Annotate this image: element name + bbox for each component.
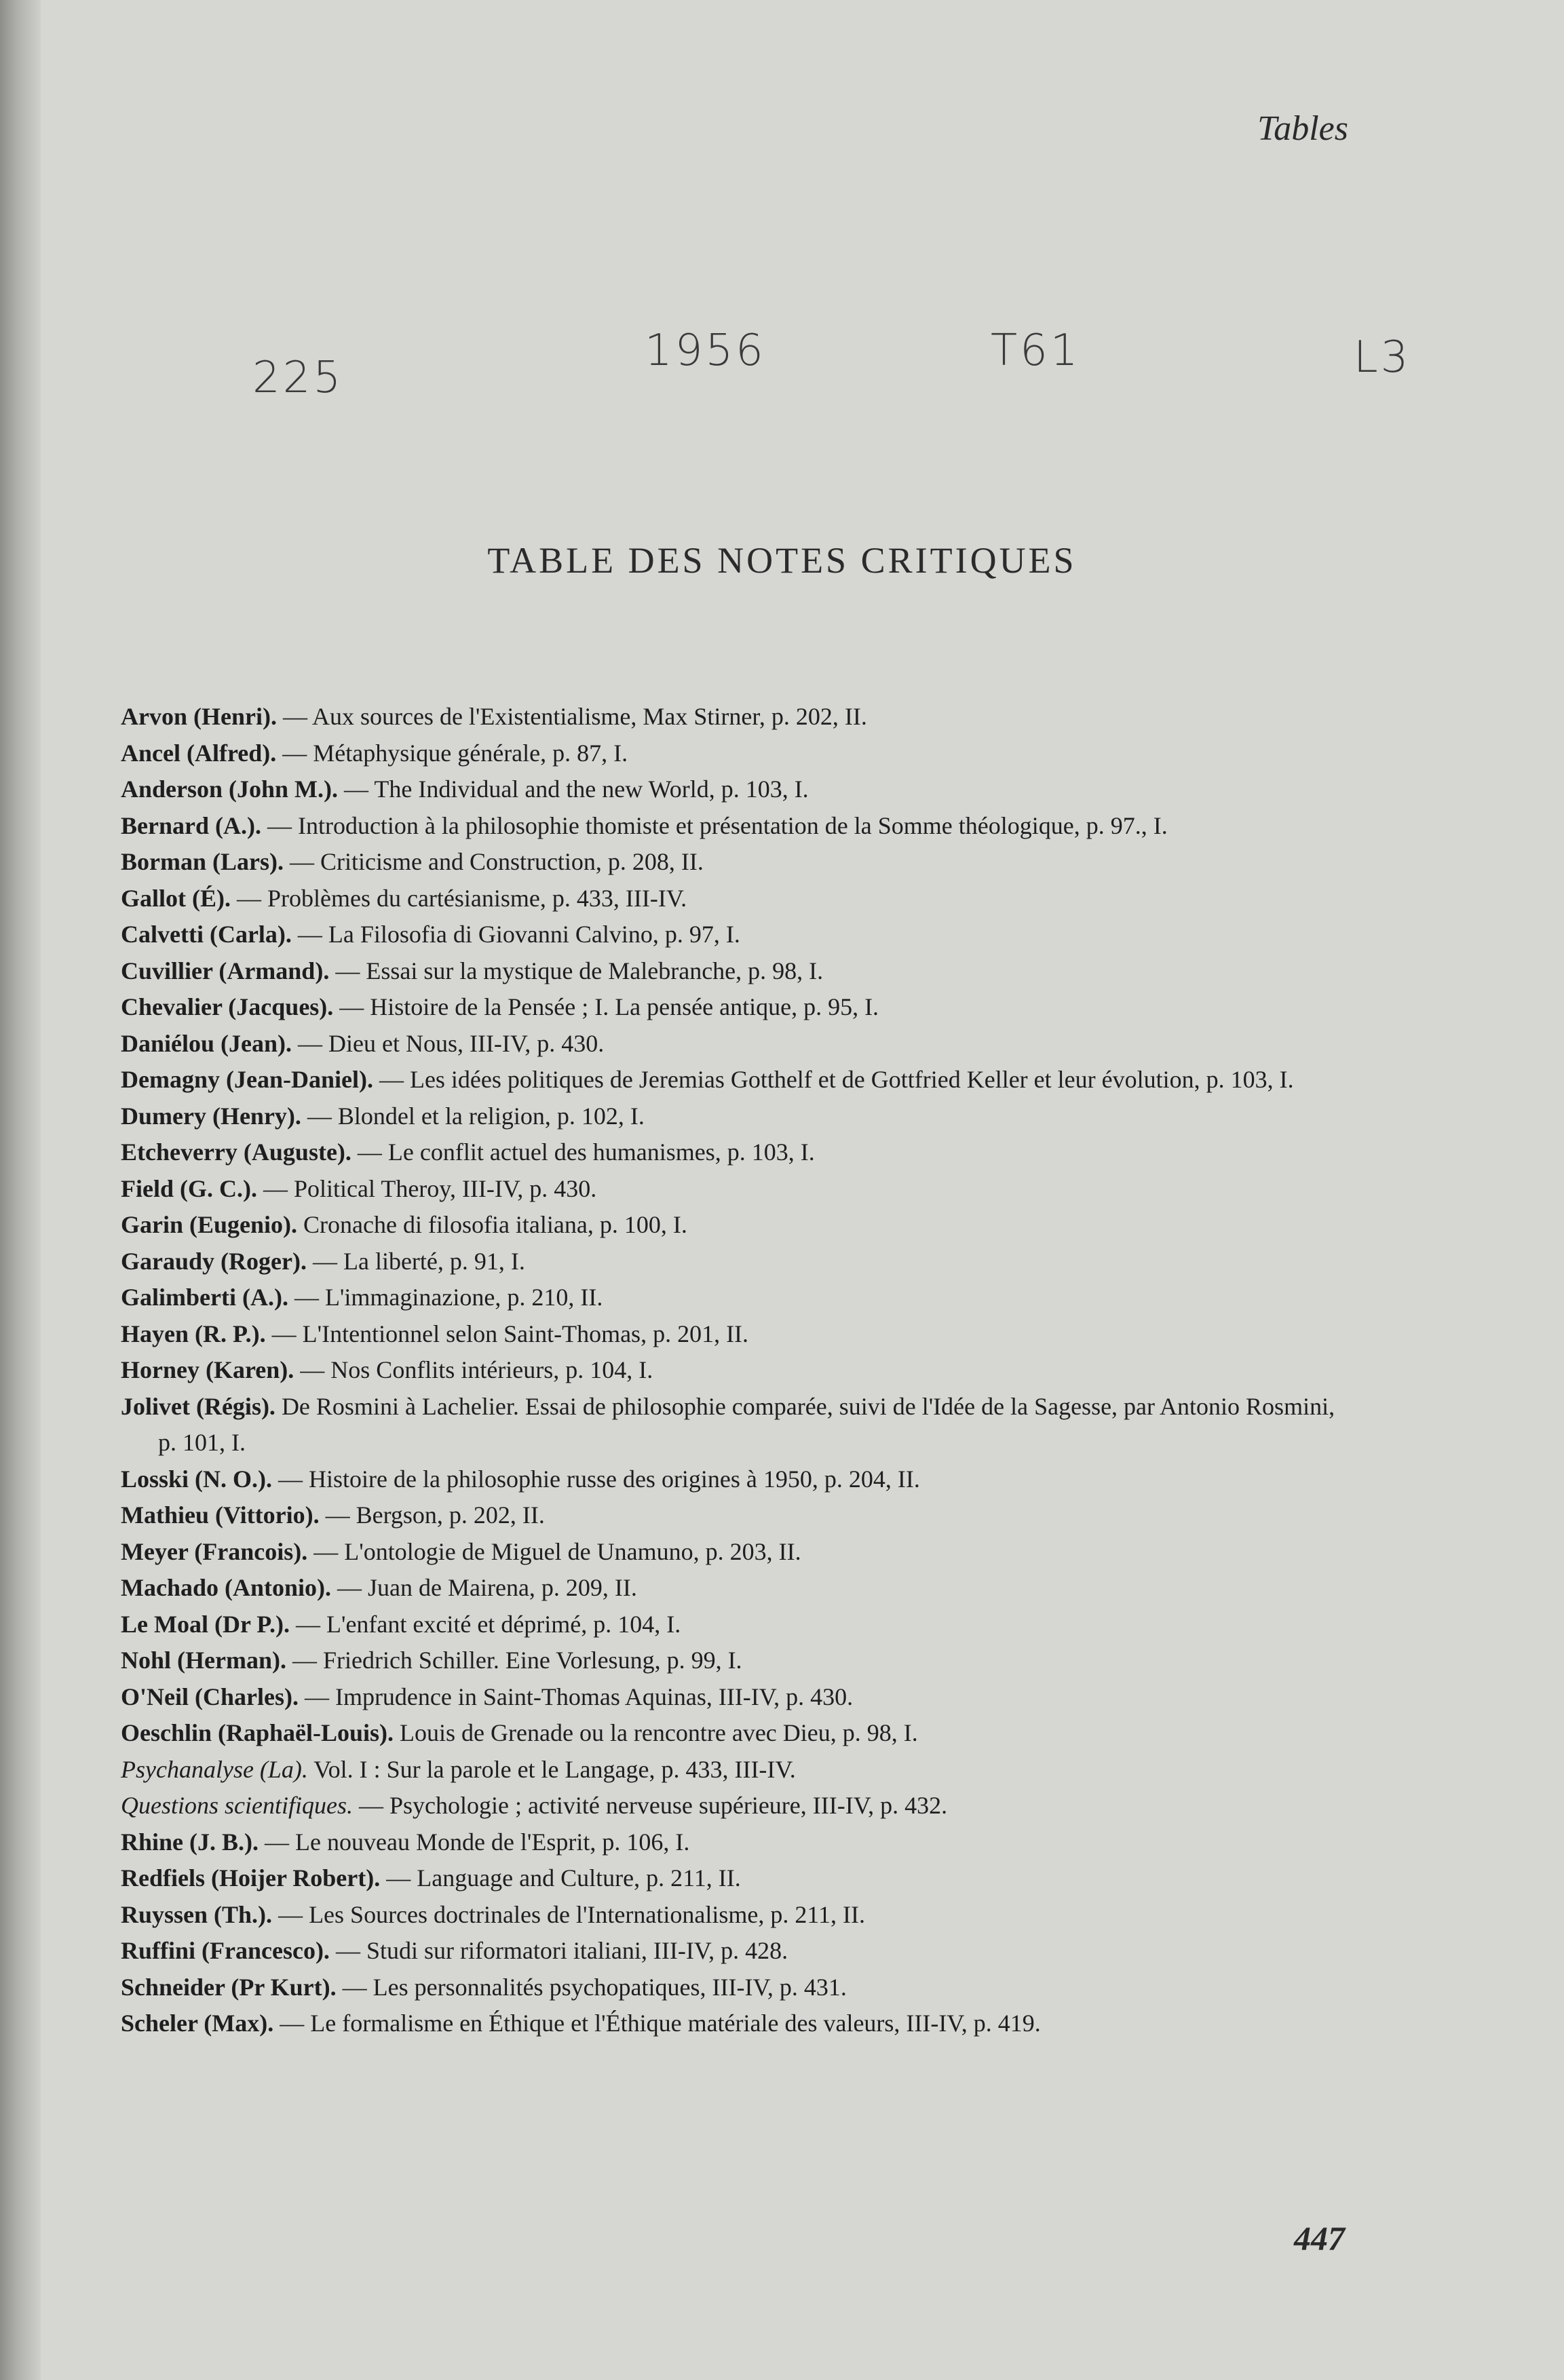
entry-author: Ruyssen (Th.). [121,1900,273,1928]
entry [121,808,1356,845]
entry-author: Horney (Karen). [121,1356,294,1383]
entry-text: — Problèmes du cartésianisme, p. 433, III-IV. [230,884,687,912]
entry [121,1788,1356,1824]
entry-author: Field (G. C.). [121,1174,257,1202]
entry-text: — Métaphysique générale, p. 87, I. [276,739,628,767]
entry-text: — La liberté, p. 91, I. [306,1247,525,1275]
entry-author: Le Moal (Dr P.). [121,1610,290,1638]
entry [121,771,1356,808]
entry [121,1534,1356,1571]
entry-text: — Friedrich Schiller. Eine Vorlesung, p. 99, I. [286,1647,742,1674]
entry-author: Bernard (A.). [121,811,261,839]
entry-author: Dumery (Henry). [121,1102,301,1130]
entry-text: — L'immaginazione, p. 210, II. [288,1284,603,1311]
entry-text: — L'Intentionnel selon Saint-Thomas, p. 201, II. [265,1320,749,1347]
entry [121,1352,1356,1389]
entry-author: Rhine (J. B.). [121,1828,259,1856]
entry-author: Nohl (Herman). [121,1647,286,1674]
entry-author: Anderson (John M.). [121,775,339,803]
entry-author: Losski (N. O.). [121,1465,273,1493]
entry-text: — L'ontologie de Miguel de Unamuno, p. 203, II. [307,1537,801,1565]
entry-author: Arvon (Henri). [121,703,277,730]
entry-author: Mathieu (Vittorio). [121,1501,320,1529]
page-title: TABLE DES NOTES CRITIQUES [487,540,1077,581]
entry-author: Etcheverry (Auguste). [121,1138,351,1166]
entry-author: Hayen (R. P.). [121,1320,266,1347]
entry-text: Vol. I : Sur la parole et le Langage, p. 433, III-IV. [307,1755,796,1783]
entry [121,2005,1356,2042]
entry [121,1026,1356,1062]
entry-text: — Essai sur la mystique de Malebranche, p. 98, I. [329,957,824,984]
entry-text: — Studi sur riformatori italiani, III-IV, p. 428. [329,1937,788,1964]
running-header: Tables [1257,109,1348,148]
entry-text: — Les idées politiques de Jeremias Gotthelf et de Gottfried Keller et leur évolution, p. 103, I. [373,1066,1294,1093]
entry [121,1134,1356,1171]
book-spine-shadow [0,0,41,2380]
entry [121,917,1356,953]
entry-author: O'Neil (Charles). [121,1683,299,1710]
entry-author: Jolivet (Régis). [121,1392,275,1420]
entry-text: — The Individual and the new World, p. 103, I. [338,775,809,803]
entry-author: Psychanalyse (La). [121,1755,308,1783]
entry-text: — Les personnalités psychopatiques, III-IV, p. 431. [336,1973,847,2001]
entry-text: De Rosmini à Lachelier. Essai de philosophie comparée, suivi de l'Idée de la Sagesse, par Antonio Rosmini, p. 101, I. [158,1392,1335,1456]
entry-author: Machado (Antonio). [121,1574,332,1601]
entry [121,735,1356,772]
entry-author: Redfiels (Hoijer Robert). [121,1864,381,1892]
entry-author: Ruffini (Francesco). [121,1937,330,1964]
entry [121,1062,1356,1098]
entry-author: Daniélou (Jean). [121,1029,292,1057]
entry [121,1570,1356,1607]
entry-text: — Language and Culture, p. 211, II. [380,1864,741,1892]
entry [121,1715,1356,1752]
entry-text: — Introduction à la philosophie thomiste et présentation de la Somme théologique, p. 97., I. [261,811,1168,839]
entry-author: Borman (Lars). [121,848,284,875]
entry [121,699,1356,735]
entry [121,1244,1356,1280]
entry-text: Cronache di filosofia italiana, p. 100, I. [297,1211,687,1238]
handwritten-note-4: L3 [1354,332,1411,383]
entry-text: — L'enfant excité et déprimé, p. 104, I. [289,1610,681,1638]
entry [121,1280,1356,1316]
entry-author: Scheler (Max). [121,2010,274,2037]
entry-author: Schneider (Pr Kurt). [121,1973,337,2001]
entry-text: — Le conflit actuel des humanismes, p. 103, I. [351,1138,815,1166]
entry-text: Louis de Grenade ou la rencontre avec Dieu, p. 98, I. [394,1719,918,1746]
entry-text: — Imprudence in Saint-Thomas Aquinas, III-IV, p. 430. [298,1683,854,1710]
entry [121,1897,1356,1934]
entry-author: Oeschlin (Raphaël-Louis). [121,1719,394,1746]
entry [121,1497,1356,1534]
entry [121,1860,1356,1897]
entry-author: Garaudy (Roger). [121,1247,307,1275]
entry-text: — Criticisme and Construction, p. 208, II. [283,848,704,875]
entry-text: — Les Sources doctrinales de l'Internationalisme, p. 211, II. [272,1900,865,1928]
entry [121,1643,1356,1679]
page-number: 447 [1294,2219,1345,2257]
entry-text: — Juan de Mairena, p. 209, II. [331,1574,637,1601]
entry [121,881,1356,917]
entry-author: Meyer (Francois). [121,1537,308,1565]
entry-text: — Psychologie ; activité nerveuse supérieure, III-IV, p. 432. [352,1792,948,1819]
entry-author: Demagny (Jean-Daniel). [121,1066,373,1093]
entry-text: — Histoire de la philosophie russe des origines à 1950, p. 204, II. [272,1465,920,1493]
entry-author: Chevalier (Jacques). [121,993,334,1020]
entry [121,1316,1356,1353]
entry-author: Garin (Eugenio). [121,1211,298,1238]
entry-author: Gallot (É). [121,884,231,912]
entry-author: Cuvillier (Armand). [121,957,330,984]
entry-author: Questions scientifiques. [121,1792,353,1819]
entry-text: — Political Theroy, III-IV, p. 430. [256,1174,597,1202]
entry [121,1824,1356,1861]
entry [121,953,1356,990]
handwritten-note-2: 1956 [645,326,766,376]
entry [121,1098,1356,1135]
entry [121,1607,1356,1643]
handwritten-note-3: T61 [991,326,1081,376]
entry [121,1679,1356,1716]
entry-text: — Aux sources de l'Existentialisme, Max Stirner, p. 202, II. [276,703,867,730]
handwritten-note-1: 225 [252,353,344,403]
entry-list [121,699,1356,2042]
entry [121,1171,1356,1208]
entry-author: Calvetti (Carla). [121,921,292,948]
entry [121,1389,1356,1461]
entry-text: — La Filosofia di Giovanni Calvino, p. 97, I. [291,921,740,948]
entry-author: Ancel (Alfred). [121,739,277,767]
entry [121,1207,1356,1244]
entry [121,989,1356,1026]
entry-text: — Blondel et la religion, p. 102, I. [301,1102,645,1130]
entry-author: Galimberti (A.). [121,1284,288,1311]
entry-text: — Nos Conflits intérieurs, p. 104, I. [294,1356,653,1383]
entry-text: — Le nouveau Monde de l'Esprit, p. 106, I. [259,1828,690,1856]
entry [121,1752,1356,1788]
entry-text: — Histoire de la Pensée ; I. La pensée antique, p. 95, I. [333,993,879,1020]
entry [121,1933,1356,1970]
entry [121,1970,1356,2006]
entry-text: — Bergson, p. 202, II. [319,1501,545,1529]
entry [121,844,1356,881]
entry-text: — Dieu et Nous, III-IV, p. 430. [292,1029,605,1057]
entry [121,1461,1356,1498]
entry-text: — Le formalisme en Éthique et l'Éthique matériale des valeurs, III-IV, p. 419. [273,2010,1041,2037]
